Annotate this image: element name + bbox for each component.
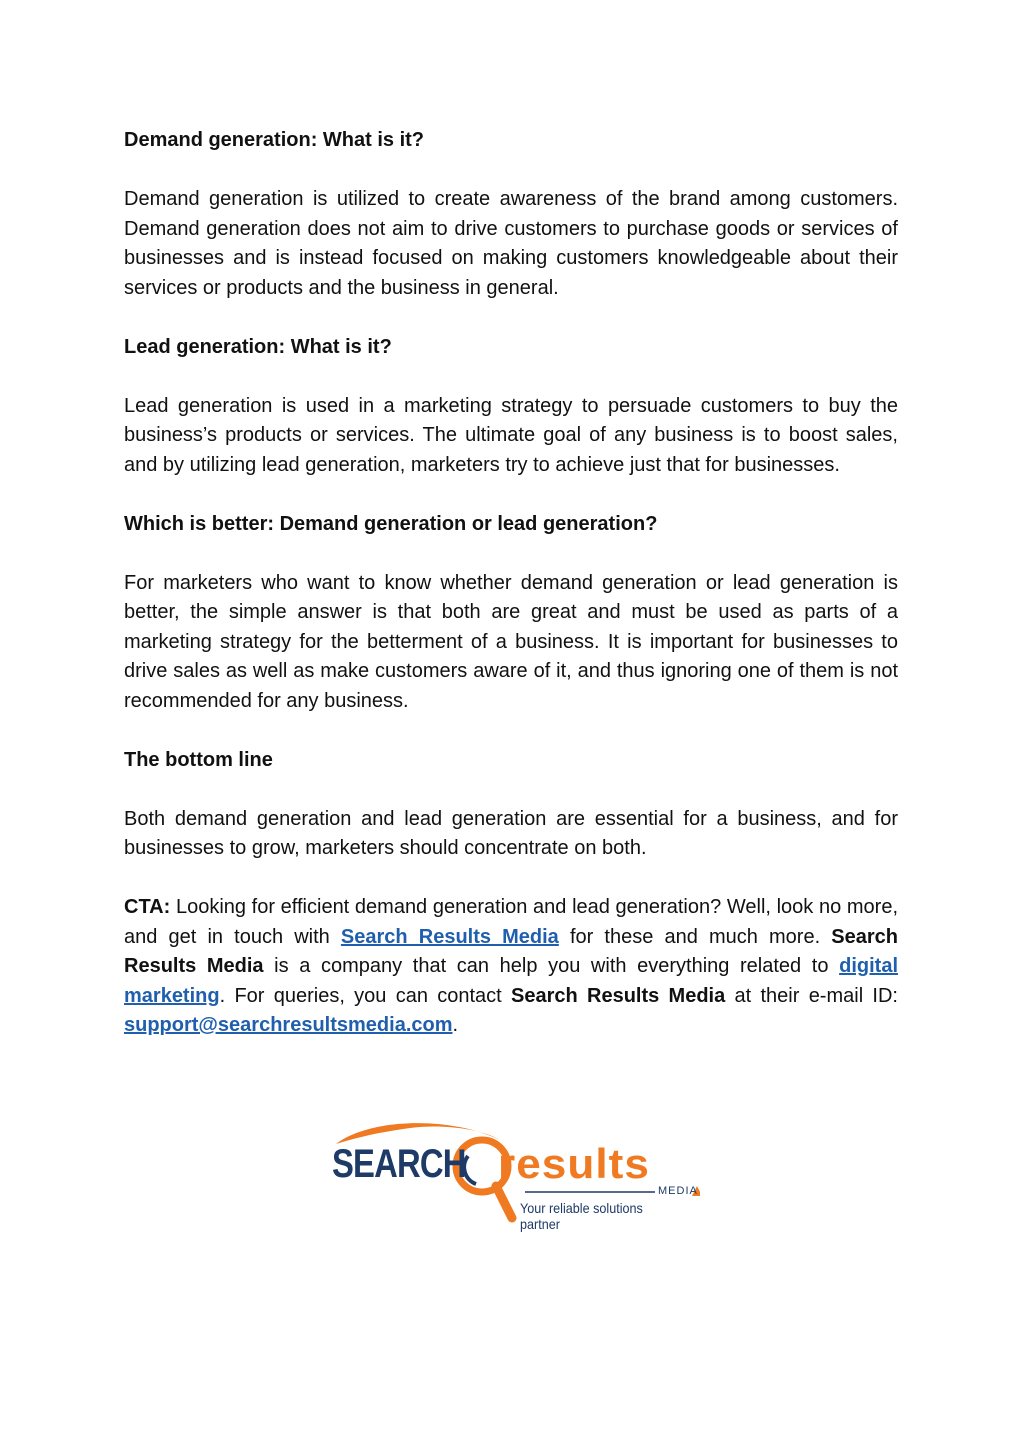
company-name-bold: Search Results Media [124,925,898,977]
search-results-media-link[interactable]: Search Results Media [340,925,559,948]
paragraph-lead-generation: Lead generation is used in a marketing strategy to persuade customers to buy the business’s products or services. The ultimate goal of any business is to boost sales, and by utilizing lead generation, marketers try to achieve just that for businesses. [124,394,898,476]
article-body [124,126,898,1041]
paragraph-which-is-better: For marketers who want to know whether demand generation or lead generation is better, the simple answer is that both are great and must be used as parts of a marketing strategy for the betterment of a business. It is important for businesses to drive sales as well as make customers aware of it, and thus ignoring one of them is not recommended for any business. [124,571,898,712]
digital-marketing-link[interactable]: digital marketing [124,955,898,1007]
paragraph-bottom-line: Both demand generation and lead generation are essential for a business, and for businesses to grow, marketers should concentrate on both. [124,807,898,859]
logo-tagline: Your reliable solutions partner [520,1200,643,1232]
cta-text-6: . [452,1014,459,1036]
logo-word-results: results [498,1140,650,1187]
search-results-media-logo [330,1118,700,1233]
logo-word-search: SEARCH [332,1142,466,1186]
heading-which-is-better: Which is better: Demand generation or lead generation? [124,512,658,535]
heading-bottom-line: The bottom line [124,748,273,771]
company-name-bold-2: Search Results Media [511,984,726,1007]
cta-text-5: at their e-mail ID: [725,984,898,1007]
heading-lead-generation: Lead generation: What is it? [124,335,392,358]
cta-text-4: . For queries, you can contact [219,984,512,1007]
logo-word-media: MEDIA [658,1185,698,1197]
support-email-link[interactable]: support@searchresultsmedia.com [124,1014,453,1036]
paragraph-demand-generation: Demand generation is utilized to create awareness of the brand among customers. Demand generation does not aim to drive customers to purchase goods or services of businesses and is instead focused on making customers knowledgeable about their services or products and the business in general. [124,188,898,299]
cta-text-2: for these and much more. [558,925,832,948]
cta-text-3: is a company that can help you with everything related to [263,955,840,977]
cta-label: CTA: [124,896,171,918]
heading-demand-generation: Demand generation: What is it? [124,129,425,151]
cta-paragraph [124,893,898,1041]
cta-text-1: Looking for efficient demand generation and lead generation? Well, look no more, and get in touch with [124,896,898,948]
